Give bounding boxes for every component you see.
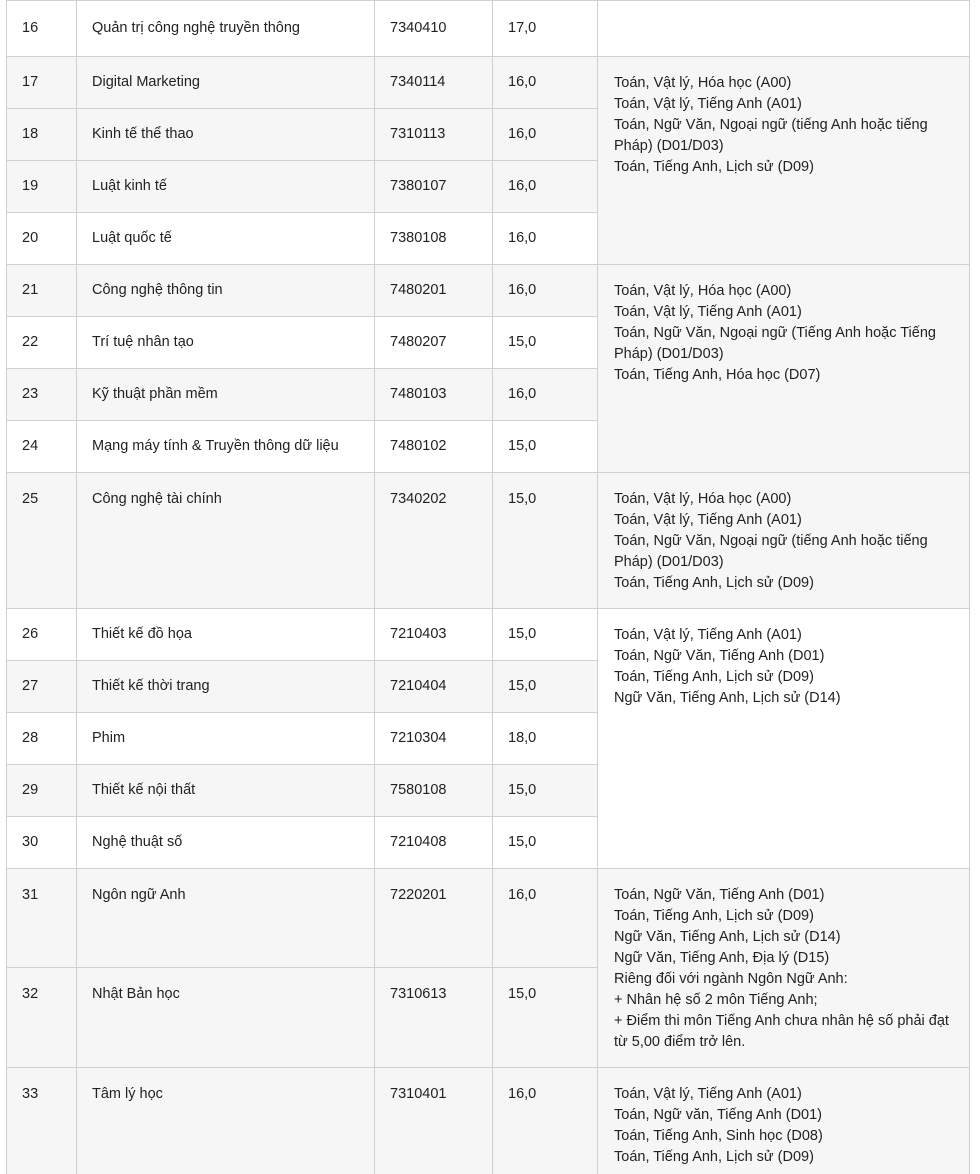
major-name-cell: Kinh tế thể thao — [77, 109, 375, 161]
score-cell: 16,0 — [493, 369, 598, 421]
major-code-cell: 7480102 — [375, 421, 493, 473]
score-cell: 15,0 — [493, 317, 598, 369]
score-cell: 16,0 — [493, 161, 598, 213]
combo-line: Toán, Vật lý, Hóa học (A00) — [614, 283, 792, 299]
combo-line: Toán, Vật lý, Tiếng Anh (A01) — [614, 627, 802, 643]
combo-line: Toán, Ngữ Văn, Tiếng Anh (D01) — [614, 887, 825, 903]
major-code-cell: 7580108 — [375, 765, 493, 817]
combo-line: Ngữ Văn, Tiếng Anh, Lịch sử (D14) — [614, 690, 841, 706]
major-name-cell: Nghệ thuật số — [77, 817, 375, 869]
score-cell: 15,0 — [493, 817, 598, 869]
major-code-cell: 7380108 — [375, 213, 493, 265]
score-cell: 18,0 — [493, 713, 598, 765]
combo-line: Toán, Ngữ Văn, Ngoại ngữ (Tiếng Anh hoặc Tiếng Pháp) (D01/D03) — [614, 325, 936, 362]
major-name-cell: Thiết kế đồ họa — [77, 609, 375, 661]
major-name-cell: Nhật Bản học — [77, 968, 375, 1068]
table-row — [7, 57, 970, 109]
score-cell: 16,0 — [493, 109, 598, 161]
major-code-cell: 7210403 — [375, 609, 493, 661]
stt-cell: 21 — [7, 265, 77, 317]
major-name-cell: Phim — [77, 713, 375, 765]
combo-note: + Nhân hệ số 2 môn Tiếng Anh; — [614, 992, 818, 1008]
combo-line: Toán, Vật lý, Hóa học (A00) — [614, 491, 792, 507]
major-code-cell: 7210408 — [375, 817, 493, 869]
combo-line: Toán, Ngữ Văn, Ngoại ngữ (tiếng Anh hoặc tiếng Pháp) (D01/D03) — [614, 117, 928, 154]
combo-line: Ngữ Văn, Tiếng Anh, Địa lý (D15) — [614, 950, 830, 966]
major-name-cell: Công nghệ thông tin — [77, 265, 375, 317]
major-name-cell: Luật kinh tế — [77, 161, 375, 213]
combo-line: Toán, Vật lý, Tiếng Anh (A01) — [614, 304, 802, 320]
combo-line: Toán, Tiếng Anh, Lịch sử (D09) — [614, 669, 814, 685]
table-row — [7, 869, 970, 968]
major-name-cell: Thiết kế thời trang — [77, 661, 375, 713]
admission-score-table — [6, 0, 970, 1174]
stt-cell: 27 — [7, 661, 77, 713]
stt-cell: 29 — [7, 765, 77, 817]
stt-cell: 24 — [7, 421, 77, 473]
subject-combo-cell — [598, 869, 970, 1068]
major-code-cell: 7480207 — [375, 317, 493, 369]
stt-cell: 20 — [7, 213, 77, 265]
combo-line: Toán, Tiếng Anh, Lịch sử (D09) — [614, 159, 814, 175]
score-cell: 15,0 — [493, 609, 598, 661]
score-cell: 15,0 — [493, 661, 598, 713]
major-code-cell: 7210304 — [375, 713, 493, 765]
major-code-cell: 7210404 — [375, 661, 493, 713]
major-code-cell: 7310113 — [375, 109, 493, 161]
subject-combo-cell — [598, 265, 970, 473]
stt-cell: 28 — [7, 713, 77, 765]
score-cell: 16,0 — [493, 1068, 598, 1174]
score-cell: 16,0 — [493, 869, 598, 968]
major-name-cell: Trí tuệ nhân tạo — [77, 317, 375, 369]
combo-note: Riêng đối với ngành Ngôn Ngữ Anh: — [614, 971, 848, 987]
major-name-cell: Công nghệ tài chính — [77, 473, 375, 609]
stt-cell: 18 — [7, 109, 77, 161]
score-cell: 15,0 — [493, 968, 598, 1068]
table-row — [7, 473, 970, 609]
major-name-cell: Ngôn ngữ Anh — [77, 869, 375, 968]
combo-line: Toán, Tiếng Anh, Lịch sử (D09) — [614, 1149, 814, 1165]
combo-note: + Điểm thi môn Tiếng Anh chưa nhân hệ số phải đạt từ 5,00 điểm trở lên. — [614, 1013, 949, 1050]
table-row — [7, 609, 970, 661]
table-row — [7, 265, 970, 317]
combo-line: Toán, Vật lý, Tiếng Anh (A01) — [614, 512, 802, 528]
stt-cell: 22 — [7, 317, 77, 369]
table-row — [7, 1, 970, 57]
stt-cell: 17 — [7, 57, 77, 109]
major-code-cell: 7480103 — [375, 369, 493, 421]
stt-cell: 33 — [7, 1068, 77, 1174]
major-name-cell: Kỹ thuật phần mềm — [77, 369, 375, 421]
major-name-cell: Mạng máy tính & Truyền thông dữ liệu — [77, 421, 375, 473]
combo-line: Toán, Ngữ Văn, Ngoại ngữ (tiếng Anh hoặc tiếng Pháp) (D01/D03) — [614, 533, 928, 570]
combo-line: Toán, Ngữ Văn, Tiếng Anh (D01) — [614, 648, 825, 664]
score-cell: 16,0 — [493, 265, 598, 317]
subject-combo-cell — [598, 473, 970, 609]
combo-line: Toán, Tiếng Anh, Lịch sử (D09) — [614, 908, 814, 924]
major-code-cell: 7480201 — [375, 265, 493, 317]
combo-line: Toán, Tiếng Anh, Lịch sử (D09) — [614, 575, 814, 591]
stt-cell: 25 — [7, 473, 77, 609]
stt-cell: 26 — [7, 609, 77, 661]
table-row — [7, 1068, 970, 1174]
combo-line: Toán, Vật lý, Tiếng Anh (A01) — [614, 1086, 802, 1102]
score-cell: 17,0 — [493, 1, 598, 57]
stt-cell: 31 — [7, 869, 77, 968]
score-cell: 16,0 — [493, 57, 598, 109]
combo-line: Toán, Vật lý, Tiếng Anh (A01) — [614, 96, 802, 112]
major-code-cell: 7340410 — [375, 1, 493, 57]
subject-combo-cell — [598, 57, 970, 265]
major-name-cell: Digital Marketing — [77, 57, 375, 109]
score-cell: 15,0 — [493, 473, 598, 609]
score-cell: 15,0 — [493, 765, 598, 817]
stt-cell: 32 — [7, 968, 77, 1068]
combo-line: Toán, Tiếng Anh, Sinh học (D08) — [614, 1128, 823, 1144]
major-name-cell: Tâm lý học — [77, 1068, 375, 1174]
score-cell: 16,0 — [493, 213, 598, 265]
combo-line: Ngữ Văn, Tiếng Anh, Lịch sử (D14) — [614, 929, 841, 945]
combo-line: Toán, Ngữ văn, Tiếng Anh (D01) — [614, 1107, 822, 1123]
stt-cell: 19 — [7, 161, 77, 213]
major-code-cell: 7340202 — [375, 473, 493, 609]
major-name-cell: Luật quốc tế — [77, 213, 375, 265]
combo-line: Toán, Vật lý, Hóa học (A00) — [614, 75, 792, 91]
subject-combo-cell — [598, 1, 970, 57]
subject-combo-cell — [598, 609, 970, 869]
combo-line: Toán, Tiếng Anh, Hóa học (D07) — [614, 367, 821, 383]
major-code-cell: 7310613 — [375, 968, 493, 1068]
stt-cell: 16 — [7, 1, 77, 57]
score-cell: 15,0 — [493, 421, 598, 473]
major-name-cell: Quản trị công nghệ truyền thông — [77, 1, 375, 57]
major-code-cell: 7340114 — [375, 57, 493, 109]
major-code-cell: 7380107 — [375, 161, 493, 213]
major-name-cell: Thiết kế nội thất — [77, 765, 375, 817]
stt-cell: 30 — [7, 817, 77, 869]
subject-combo-cell — [598, 1068, 970, 1174]
stt-cell: 23 — [7, 369, 77, 421]
major-code-cell: 7220201 — [375, 869, 493, 968]
major-code-cell: 7310401 — [375, 1068, 493, 1174]
